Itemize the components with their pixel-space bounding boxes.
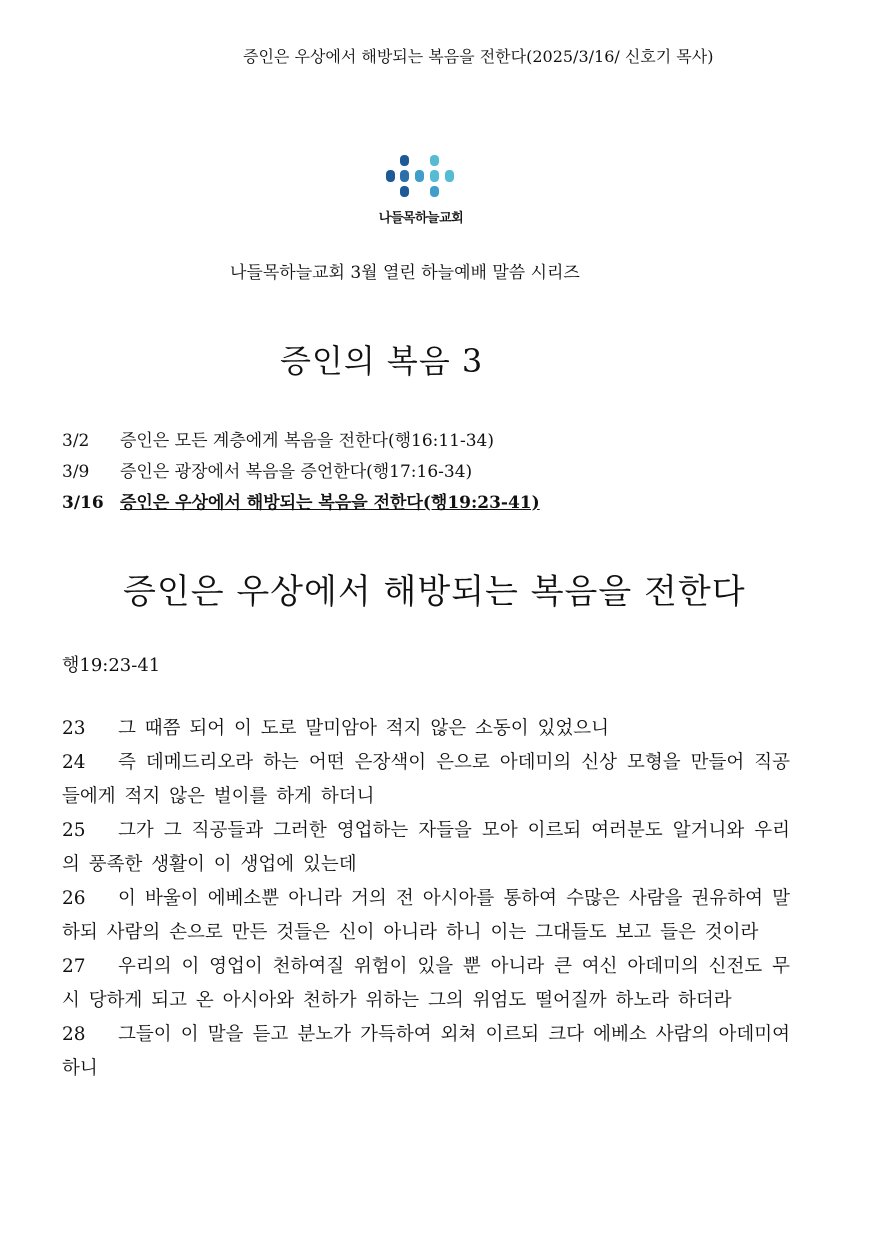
verse-text: 그들이 이 말을 듣고 분노가 가득하여 외쳐 이르되 크다 에베소 사람의 아데미여 하니: [62, 1024, 790, 1079]
sermon-title: 증인은 우상에서 해방되는 복음을 전한다: [123, 572, 746, 612]
church-logo-text: 나들목하늘교회: [378, 211, 464, 226]
verse: [62, 712, 790, 746]
schedule-sermon-title: 증인은 모든 계층에게 복음을 전한다(행16:11-34): [120, 431, 494, 451]
schedule-row: [62, 457, 540, 488]
verse: [62, 950, 790, 1018]
verse-number: 24: [62, 752, 86, 773]
logo-block: [400, 170, 409, 182]
verse: [62, 1018, 790, 1086]
verse: [62, 814, 790, 882]
verse-number: 27: [62, 956, 86, 977]
schedule-sermon-title: 증인은 우상에서 해방되는 복음을 전한다(행19:23-41): [120, 493, 540, 513]
verse-number: 23: [62, 718, 86, 739]
verse-number: 25: [62, 820, 86, 841]
verse-number: 28: [62, 1024, 86, 1045]
verse: [62, 746, 790, 814]
verse-text: 그 때쯤 되어 이 도로 말미암아 적지 않은 소동이 있었으니: [118, 718, 609, 739]
series-title: 증인의 복음 3: [280, 342, 484, 380]
schedule-row: [62, 426, 540, 457]
logo-block: [386, 170, 395, 182]
verse: [62, 882, 790, 950]
logo-block: [400, 155, 409, 166]
sermon-schedule: [62, 426, 540, 519]
scripture-reference: 행19:23-41: [62, 655, 161, 676]
logo-block: [430, 186, 439, 197]
document-header: 증인은 우상에서 해방되는 복음을 전한다(2025/3/16/ 신호기 목사): [243, 47, 714, 66]
church-logo-icon: [384, 153, 458, 199]
schedule-date: 3/9: [62, 462, 90, 482]
schedule-row-current: [62, 488, 540, 519]
logo-block: [415, 170, 424, 182]
logo-block: [445, 170, 454, 182]
scripture-passage: [62, 712, 790, 1086]
verse-text: 이 바울이 에베소뿐 아니라 거의 전 아시아를 통하여 수많은 사람을 권유하여 말하되 사람의 손으로 만든 것들은 신이 아니라 하니 이는 그대들도 보고 들은 것이라: [62, 888, 790, 943]
logo-block: [400, 186, 409, 197]
logo-block: [430, 155, 439, 166]
verse-text: 그가 그 직공들과 그러한 영업하는 자들을 모아 이르되 여러분도 알거니와 우리의 풍족한 생활이 이 생업에 있는데: [62, 820, 790, 875]
verse-text: 우리의 이 영업이 천하여질 위험이 있을 뿐 아니라 큰 여신 아데미의 신전도 무시 당하게 되고 온 아시아와 천하가 위하는 그의 위엄도 떨어질까 하노라 하더라: [62, 956, 790, 1011]
schedule-date: 3/2: [62, 431, 90, 451]
series-subtitle: 나들목하늘교회 3월 열린 하늘예배 말씀 시리즈: [230, 263, 580, 283]
verse-number: 26: [62, 888, 86, 909]
schedule-sermon-title: 증인은 광장에서 복음을 증언한다(행17:16-34): [120, 462, 473, 482]
verse-text: 즉 데메드리오라 하는 어떤 은장색이 은으로 아데미의 신상 모형을 만들어 직공들에게 적지 않은 벌이를 하게 하더니: [62, 752, 790, 807]
logo-block: [430, 170, 439, 182]
schedule-date: 3/16: [62, 493, 104, 513]
